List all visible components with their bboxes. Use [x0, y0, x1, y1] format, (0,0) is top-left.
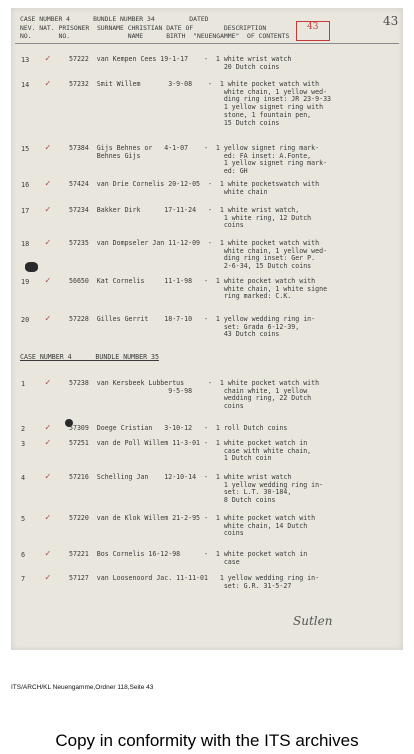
entry-text-line: 1 white ring, 12 Dutch: [69, 213, 312, 222]
check-mark-icon: ✓: [45, 54, 51, 64]
entry-text-line: 57221 Bos Cornelis 16-12-98 - 1 white pocket watch in: [69, 550, 308, 558]
ink-blot-mark: [25, 262, 38, 272]
entry-text-line: 57222 van Kempen Cees 19-1-17 - 1 white wrist watch: [69, 55, 292, 63]
entry-text-line: 20 Dutch coins: [69, 62, 280, 71]
entry-text-line: coins: [69, 402, 244, 411]
entry-number: 2: [21, 425, 26, 433]
check-mark-icon: ✓: [45, 205, 51, 215]
entry-text-line: wedding ring, 22 Dutch: [69, 394, 312, 403]
entry-text-line: 57309 Doege Cristian 3-10-12 - 1 roll Dutch coins: [69, 424, 288, 432]
entry-text-line: white chain, 1 yellow wed-: [69, 246, 328, 255]
entry-text-line: white chain: [69, 187, 268, 196]
entry-text-line: ding ring inset: JR 23-9-33: [69, 95, 332, 104]
entry-text-line: coins: [69, 529, 244, 538]
entry-text-line: stone, 1 fountain pen,: [69, 110, 312, 119]
entry-text-line: white chain, 14 Dutch: [69, 521, 308, 530]
header-line-3: NO. NO. NAME BIRTH "NEUENGAMME" OF CONTENTS: [20, 32, 290, 40]
entry-text-line: 57220 van de Klok Willem 21-2-95 - 1 white pocket watch with: [69, 514, 316, 522]
entry-number: 16: [21, 181, 30, 189]
entry-number: 20: [21, 316, 30, 324]
entry-text-line: 43 Dutch coins: [69, 330, 280, 339]
check-mark-icon: ✓: [45, 143, 51, 153]
entry-text-line: 57424 van Drie Cornelis 20-12-05 - 1 white pocketswatch with: [69, 180, 320, 188]
check-mark-icon: ✓: [45, 513, 51, 523]
entry-number: 6: [21, 551, 26, 559]
stamp-number: 43: [307, 22, 319, 32]
entry-text-line: 8 Dutch coins: [69, 496, 276, 505]
entry-text-line: case with white chain,: [69, 446, 312, 455]
entry-number: 5: [21, 515, 26, 523]
entry-text-line: ding ring inset: Ger P.: [69, 254, 316, 263]
header-line-2: NEV. NAT. PRISONER SURNAME CHRISTIAN DATE OF DESCRIPTION: [20, 24, 267, 32]
signature: Sutlen: [293, 614, 333, 628]
check-mark-icon: ✓: [45, 423, 51, 433]
entry-number: 18: [21, 240, 30, 248]
entry-text-line: set: G.R. 31-5-27: [69, 581, 292, 590]
entry-text-line: 57127 van Loosenoord Jac. 11-11-01 1 yellow wedding ring in-: [69, 574, 320, 582]
entry-text-line: 56650 Kat Cornelis 11-1-98 - 1 white pocket watch with: [69, 277, 316, 285]
entry-text-line: white chain, 1 white signe: [69, 284, 328, 293]
entry-text-line: 1 yellow wedding ring in-: [69, 480, 324, 489]
check-mark-icon: ✓: [45, 378, 51, 388]
entry-number: 4: [21, 474, 26, 482]
entry-text-line: 57384 Gijs Behnes or 4-1-07 - 1 yellow signet ring mark-: [69, 144, 320, 152]
page-number: 43: [383, 14, 399, 28]
entry-number: 1: [21, 380, 26, 388]
entry-number: 13: [21, 56, 30, 64]
check-mark-icon: ✓: [45, 549, 51, 559]
entry-number: 19: [21, 278, 30, 286]
entry-number: 17: [21, 207, 30, 215]
entry-text-line: 15 Dutch coins: [69, 118, 280, 127]
entry-text-line: 57238 van Kersbeek Lubbertus - 1 white pocket watch with: [69, 379, 320, 387]
entry-text-line: white chain, 1 yellow wed-: [69, 87, 328, 96]
entry-text-line: 9-5-98 chain white, 1 yellow: [69, 386, 308, 395]
entry-text-line: set: Grada 6-12-39,: [69, 322, 300, 331]
entry-text-line: case: [69, 557, 240, 566]
check-mark-icon: ✓: [45, 276, 51, 286]
entry-text-line: 57216 Schelling Jan 12-10-14 - 1 white wrist watch: [69, 473, 292, 481]
document-scan: [11, 8, 403, 650]
section-2-heading: CASE NUMBER 4 BUNDLE NUMBER 35: [20, 353, 159, 361]
check-mark-icon: ✓: [45, 472, 51, 482]
header-rule: [15, 43, 399, 44]
entry-text-line: 57234 Bakker Dirk 17-11-24 - 1 white wrist watch,: [69, 206, 300, 214]
entry-text-line: 1 yellow signet ring mark-: [69, 159, 328, 168]
check-mark-icon: ✓: [45, 573, 51, 583]
footer-caption: Copy in conformity with the ITS archives: [55, 731, 359, 750]
entry-number: 7: [21, 575, 26, 583]
check-mark-icon: ✓: [45, 238, 51, 248]
check-mark-icon: ✓: [45, 179, 51, 189]
entry-text-line: set: L.T. 30-184,: [69, 488, 292, 497]
entry-text-line: 57251 van de Poll Willem 11-3-01 - 1 white pocket watch in: [69, 439, 308, 447]
entry-text-line: 1 yellow signet ring with: [69, 103, 324, 112]
entry-text-line: 57235 van Dompseler Jan 11-12-09 - 1 white pocket watch with: [69, 239, 320, 247]
entry-number: 15: [21, 145, 30, 153]
entry-text-line: 1 Dutch coin: [69, 454, 272, 463]
entry-text-line: ring marked: C.K.: [69, 292, 292, 301]
source-reference: ITS/ARCH/KL Neuengamme,Ordner 118,Seite 43: [11, 684, 154, 691]
entry-text-line: coins: [69, 221, 244, 230]
check-mark-icon: ✓: [45, 314, 51, 324]
header-line-1: CASE NUMBER 4 BUNDLE NUMBER 34 DATED: [20, 15, 209, 23]
entry-number: 3: [21, 440, 26, 448]
check-mark-icon: ✓: [45, 438, 51, 448]
check-mark-icon: ✓: [45, 79, 51, 89]
entry-text-line: 2-6-34, 15 Dutch coins: [69, 262, 312, 271]
entry-text-line: ed: GH: [69, 167, 248, 176]
entry-number: 14: [21, 81, 30, 89]
entry-text-line: 57232 Smit Willem 3-9-08 - 1 white pocket watch with: [69, 80, 320, 88]
entry-text-line: Behnes Gijs ed: FA inset: A.Fonte,: [69, 151, 312, 160]
entry-text-line: 57228 Gilles Gerrit 18-7-10 - 1 yellow wedding ring in-: [69, 315, 316, 323]
